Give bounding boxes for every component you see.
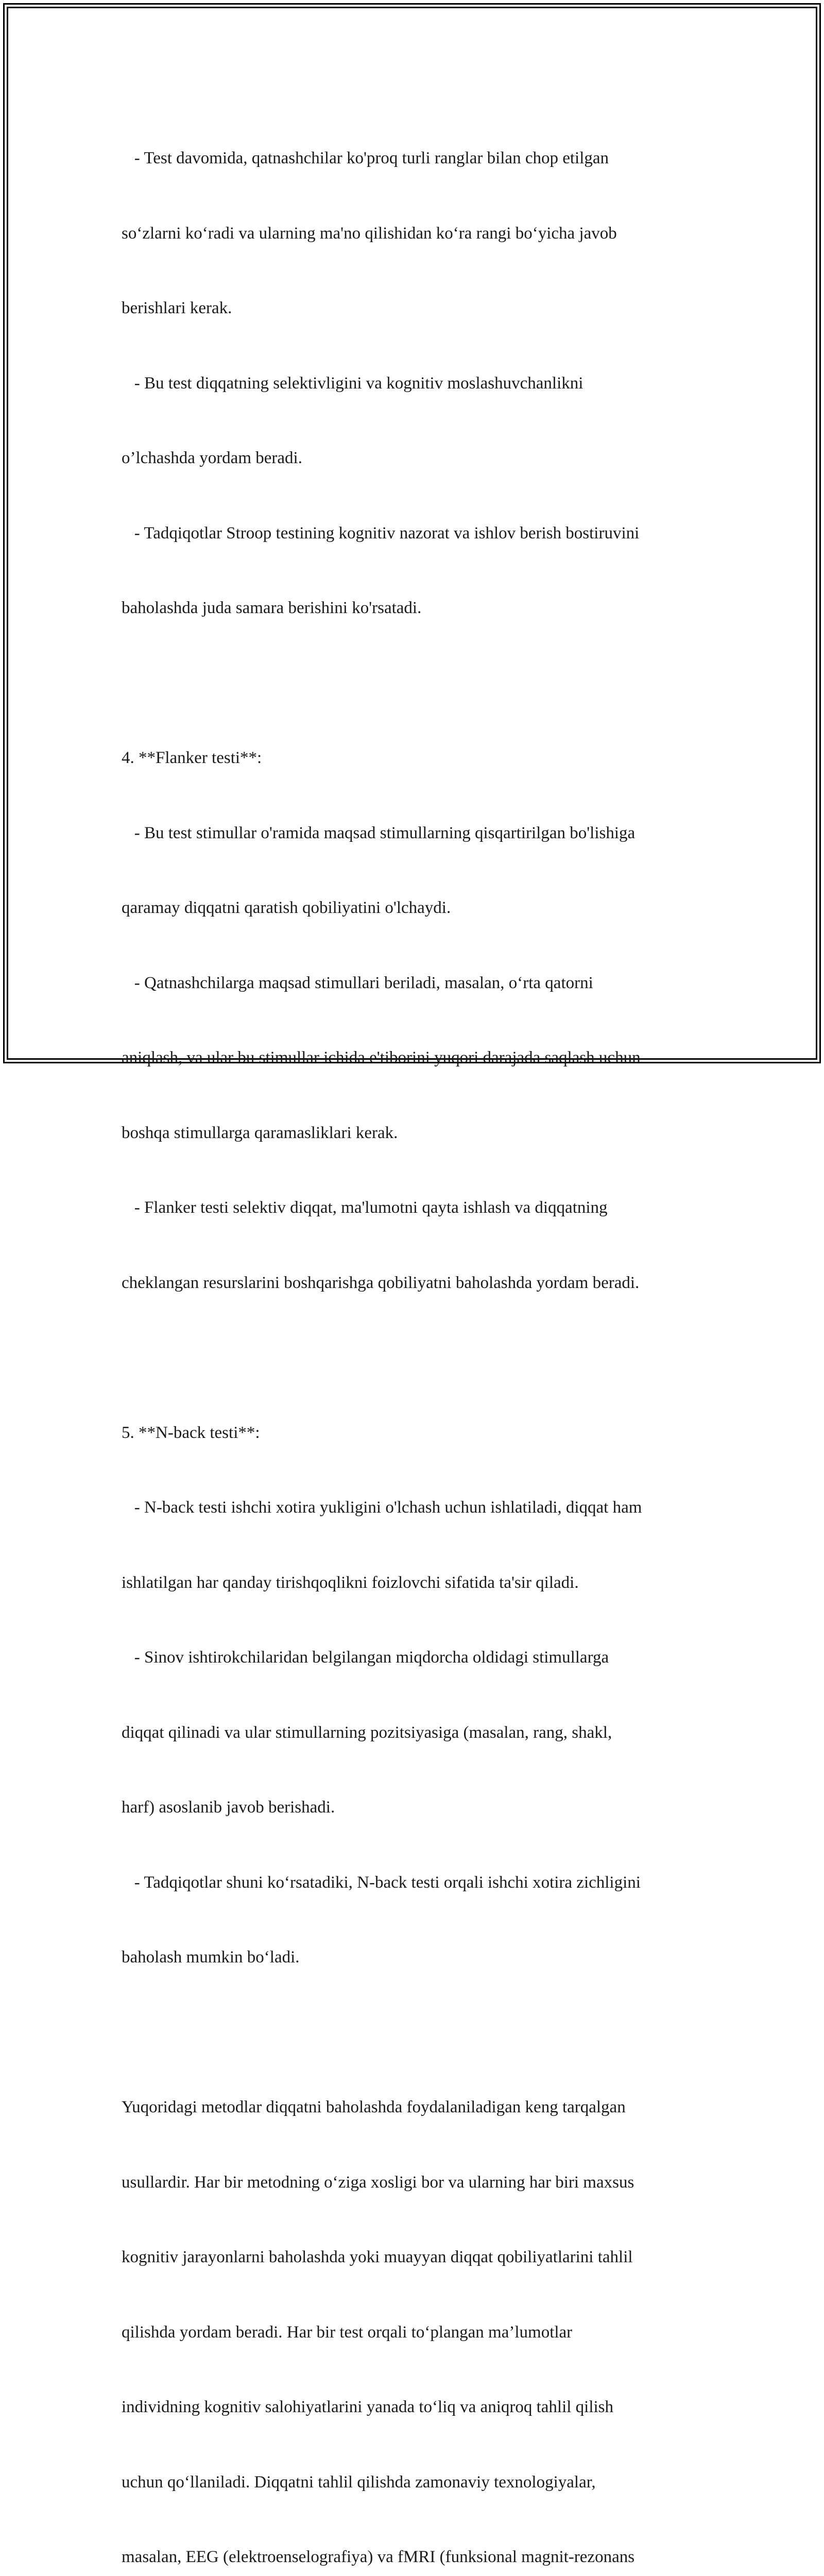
text-line: baholashda juda samara berishini ko'rsatadi. [122,599,422,617]
summary-paragraph [122,2045,729,2576]
nback-test-section [122,1370,729,2020]
stroop-test-details [122,96,729,671]
section-heading: 4. **Flanker testi**: [122,749,262,767]
text-line: - Flanker testi selektiv diqqat, ma'lumotni qayta ishlash va diqqatning [122,1198,608,1217]
text-line: - N-back testi ishchi xotira yukligini o'lchash uchun ishlatiladi, diqqat ham [122,1498,642,1517]
text-line: kognitiv jarayonlarni baholashda yoki muayyan diqqat qobiliyatlarini tahlil [122,2248,633,2266]
text-line: uchun qo‘llaniladi. Diqqatni tahlil qilishda zamonaviy texnologiyalar, [122,2472,596,2492]
text-line: qilishda yordam beradi. Har bir test orqali to‘plangan ma’lumotlar [122,2323,573,2342]
flanker-test-section [122,696,729,1345]
text-line: berishlari kerak. [122,299,232,317]
text-line: - Test davomida, qatnashchilar ko'proq turli ranglar bilan chop etilgan [122,149,609,167]
text-line: usullardir. Har bir metodning o‘ziga xosligi bor va ularning har biri maxsus [122,2173,634,2192]
text-line: boshqa stimullarga qaramasliklari kerak. [122,1123,398,1142]
text-line: diqqat qilinadi va ular stimullarning pozitsiyasiga (masalan, rang, shakl, [122,1723,612,1742]
text-line: ishlatilgan har qanday tirishqoqlikni foizlovchi sifatida ta'sir qiladi. [122,1573,579,1592]
text-line: - Tadqiqotlar shuni ko‘rsatadiki, N-back testi orqali ishchi xotira zichligini [122,1873,641,1892]
text-line: - Bu test stimullar o'ramida maqsad stimullarning qisqartirilgan bo'lishiga [122,823,636,842]
text-line: - Tadqiqotlar Stroop testining kognitiv nazorat va ishlov berish bostiruvini [122,523,640,543]
text-line: Yuqoridagi metodlar diqqatni baholashda foydalaniladigan keng tarqalgan [122,2098,626,2116]
text-line: aniqlash, va ular bu stimullar ichida e'tiborini yuqori darajada saqlash uchun [122,1048,641,1067]
text-line: - Sinov ishtirokchilaridan belgilangan miqdorcha oldidagi stimullarga [122,1648,609,1667]
text-line: cheklangan resurslarini boshqarishga qobiliyatni baholashda yordam beradi. [122,1273,640,1292]
text-line: o’lchashda yordam beradi. [122,449,302,467]
text-line: - Qatnashchilarga maqsad stimullari beriladi, masalan, o‘rta qatorni [122,973,593,992]
document-body [122,96,729,2576]
text-line: masalan, EEG (elektroenselografiya) va fMRI (funksional magnit-rezonans [122,2548,635,2566]
text-line: individning kognitiv salohiyatlarini yanada to‘liq va aniqroq tahlil qilish [122,2398,614,2416]
text-line: baholash mumkin bo‘ladi. [122,1948,300,1967]
section-heading: 5. **N-back testi**: [122,1423,260,1442]
text-line: qaramay diqqatni qaratish qobiliyatini o'lchaydi. [122,899,451,917]
text-line: so‘zlarni ko‘radi va ularning ma'no qilishidan ko‘ra rangi bo‘yicha javob [122,224,617,243]
text-line: harf) asoslanib javob berishadi. [122,1798,335,1817]
text-line: - Bu test diqqatning selektivligini va kognitiv moslashuvchanlikni [122,374,583,393]
